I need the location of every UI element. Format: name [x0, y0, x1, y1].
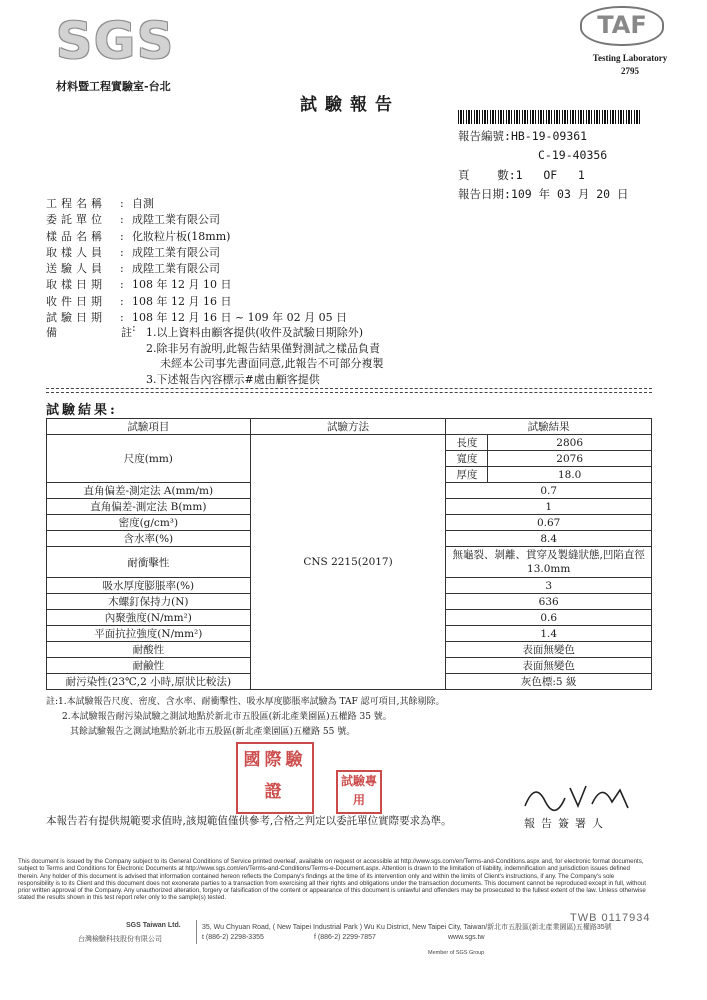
- test-result: 0.6: [446, 610, 652, 626]
- info-label: 委託單位: [46, 213, 106, 227]
- remark-2a: 2.除非另有說明,此報告結果僅對測試之樣品負責: [146, 342, 380, 355]
- test-result: 0.7: [446, 483, 652, 499]
- report-date-label: 報告日期:: [458, 187, 511, 201]
- sample-info: [46, 196, 347, 326]
- test-result: 636: [446, 594, 652, 610]
- doc-code: TWB 0117934: [570, 912, 651, 924]
- taf-logo: TAF: [580, 6, 664, 46]
- info-value: 成陞工業有限公司: [132, 262, 220, 276]
- info-row: 送驗人員 : 成陞工業有限公司: [46, 261, 347, 277]
- test-item: 木螺釘保持力(N): [47, 594, 251, 610]
- report-date-value: 109 年 03 月 20 日: [510, 187, 629, 201]
- report-date-line: [458, 186, 629, 202]
- info-value: 成陞工業有限公司: [132, 213, 220, 227]
- info-label: 試驗日期: [46, 311, 106, 325]
- results-title: 試驗結果:: [46, 403, 118, 418]
- test-result: 8.4: [446, 531, 652, 547]
- remarks-colon: :: [132, 321, 136, 334]
- remark-1: 1.以上資料由顧客提供(收件及試驗日期除外): [146, 326, 364, 339]
- remarks-label-2: 註: [121, 326, 132, 339]
- tel: t (886-2) 2298-3355: [202, 934, 264, 941]
- test-item: 含水率(%): [47, 531, 251, 547]
- col-result-header: 試驗結果: [446, 419, 652, 435]
- col-item-header: 試驗項目: [47, 419, 251, 435]
- address-en: 35, Wu Chyuan Road, ( New Taipei Industrial Park ) Wu Ku District, New Taipei City, Taiwan: [202, 924, 486, 931]
- info-label: 收件日期: [46, 294, 106, 308]
- pages-value: 1 OF 1: [515, 168, 585, 182]
- size-value: 18.0: [488, 467, 652, 483]
- info-row: 試驗日期 : 108 年 12 月 16 日 ~ 109 年 02 月 05 日: [46, 310, 347, 326]
- footnote-2: 2.本試驗報告耐污染試驗之測試地點於新北市五股區(新北產業園區)五權路 35 號。: [62, 712, 392, 722]
- size-subitem: 厚度: [446, 467, 488, 483]
- info-label: 樣品名稱: [46, 229, 106, 243]
- report-number-line: [458, 128, 587, 144]
- taf-caption: Testing Laboratory: [592, 53, 668, 63]
- info-label: 工程名稱: [46, 197, 106, 210]
- page-title: 試驗報告: [300, 95, 400, 115]
- report-number-2: C-19-40356: [538, 148, 608, 162]
- test-item: 吸水厚度膨脹率(%): [47, 578, 251, 594]
- test-item: 內聚強度(N/mm²): [47, 610, 251, 626]
- results-table: [46, 418, 652, 690]
- info-value: 108 年 12 月 16 日 ~ 109 年 02 月 05 日: [132, 311, 348, 325]
- size-subitem: 寬度: [446, 451, 488, 467]
- info-row: 取樣日期 : 108 年 12 月 10 日: [46, 277, 347, 293]
- signature: [520, 776, 640, 816]
- remark-2b: 未經本公司事先書面同意,此報告不可部分複製: [160, 357, 384, 370]
- info-label: 取樣人員: [46, 245, 106, 259]
- size-value: 2076: [488, 451, 652, 467]
- col-method-header: 試驗方法: [250, 419, 446, 435]
- remark-3: 3.下述報告內容標示#處由顧客提供: [146, 373, 320, 386]
- test-result: 1: [446, 499, 652, 515]
- test-result: 3: [446, 578, 652, 594]
- company-en: SGS Taiwan Ltd.: [126, 922, 181, 929]
- test-result: 無龜裂、剝離、貫穿及製縫狀態,凹陷直徑 13.0mm: [446, 547, 652, 578]
- test-item: 密度(g/cm³): [47, 515, 251, 531]
- pages-label: 頁 數:: [458, 168, 516, 182]
- info-value: 108 年 12 月 16 日: [132, 294, 232, 308]
- footnote-1: 註:1.本試驗報告尺度、密度、含水率、耐衝擊性、吸水厚度膨脹率試驗為 TAF 認可項目,其餘剔除。: [46, 697, 445, 707]
- test-result: 表面無變色: [446, 658, 652, 674]
- test-seal-stamp: 試驗專用: [336, 770, 382, 814]
- info-value: 成陞工業有限公司: [132, 245, 220, 259]
- test-item: 平面抗拉強度(N/mm²): [47, 626, 251, 642]
- test-item: 耐衝擊性: [47, 547, 251, 578]
- test-result: 表面無變色: [446, 642, 652, 658]
- info-row: 委託單位 : 成陞工業有限公司: [46, 212, 347, 228]
- website[interactable]: www.sgs.tw: [448, 934, 485, 941]
- bottom-divider: [196, 920, 197, 944]
- size-subitem: 長度: [446, 435, 488, 451]
- test-item: 耐鹼性: [47, 658, 251, 674]
- info-label: 送驗人員: [46, 262, 106, 276]
- info-value: 108 年 12 月 10 日: [132, 278, 232, 292]
- lab-name: 材料暨工程實驗室-台北: [56, 80, 171, 93]
- member-of-sgs: Member of SGS Group: [428, 950, 485, 956]
- size-value: 2806: [488, 435, 652, 451]
- taf-caption-block: [575, 52, 685, 78]
- taf-number: 2795: [621, 66, 639, 76]
- test-item: 直角偏差-測定法 A(mm/m): [47, 483, 251, 499]
- info-row: 收件日期 : 108 年 12 月 16 日: [46, 294, 347, 310]
- address-zh: /新北市五股區(新北產業園區)五權路35號: [485, 924, 612, 931]
- legal-text: This document is issued by the Company subject to its General Conditions of Service printed overleaf, available on request or accessible at http://www.sgs.com/en/Terms-and-Conditions.aspx and, for electronic format documents, subject to Terms and Conditions for Electronic Documents at http://www.sgs.com/en/Terms-and-Conditions/Terms-e-Document.aspx. Attention is drawn to the limitation of liability, indemnification and jurisdiction issues defined therein. Any holder of this document is advised that information contained hereon reflects the Company's findings at the time of its intervention only and within the limits of Client's instructions, if any. The Company's sole responsibility is to its Client and this document does not exonerate parties to a transaction from exercising all their rights and obligations under the transaction documents. This document cannot be reproduced except in full, without prior written approval of the Company. Any unauthorized alteration, forgery or falsification of the content or appearance of this document is unlawful and offenders may be prosecuted to the fullest extent of the law. Unless otherwise stated the results shown in this test report refer only to the sample(s) tested.: [18, 858, 646, 902]
- info-label: 取樣日期: [46, 278, 106, 292]
- info-value: 化妝粒片板(18mm): [132, 229, 231, 243]
- info-value: 自測: [132, 197, 154, 210]
- test-result: 灰色標:5 級: [446, 674, 652, 690]
- test-item: 耐污染性(23℃,2 小時,原狀比較法): [47, 674, 251, 690]
- size-label: 尺度(mm): [47, 435, 251, 483]
- test-result: 0.67: [446, 515, 652, 531]
- table-header-row: [47, 419, 652, 435]
- test-method: CNS 2215(2017): [250, 435, 446, 690]
- disclaimer-line: 本報告若有提供規範要求值時,該規範值僅供參考,合格之判定以委託單位實際要求為準。: [46, 815, 452, 827]
- barcode: [458, 110, 640, 124]
- divider: [46, 388, 652, 393]
- sgs-logo: SGS: [56, 12, 176, 70]
- test-result: 1.4: [446, 626, 652, 642]
- test-item: 耐酸性: [47, 642, 251, 658]
- info-row: 樣品名稱 : 化妝粒片板(18mm): [46, 229, 347, 245]
- report-number-label: 報告編號:: [458, 129, 511, 143]
- test-item: 直角偏差-測定法 B(mm): [47, 499, 251, 515]
- company-seal-stamp: 國際驗證: [236, 742, 314, 814]
- info-row: 取樣人員 : 成陞工業有限公司: [46, 245, 347, 261]
- company-zh: 台灣檢驗科技股份有限公司: [78, 935, 162, 943]
- table-row: [47, 435, 652, 451]
- fax: f (886-2) 2299-7857: [314, 934, 376, 941]
- info-row: 工程名稱 : 自測: [46, 196, 347, 212]
- footnote-3: 其餘試驗報告之測試地點於新北市五股區(新北產業園區)五權路 55 號。: [70, 727, 356, 737]
- signer-label: 報告簽署人: [524, 817, 609, 830]
- pages-line: [458, 167, 585, 183]
- remarks-label: 備: [46, 326, 57, 339]
- address-line: [202, 922, 612, 932]
- report-number-1: HB-19-09361: [510, 129, 588, 143]
